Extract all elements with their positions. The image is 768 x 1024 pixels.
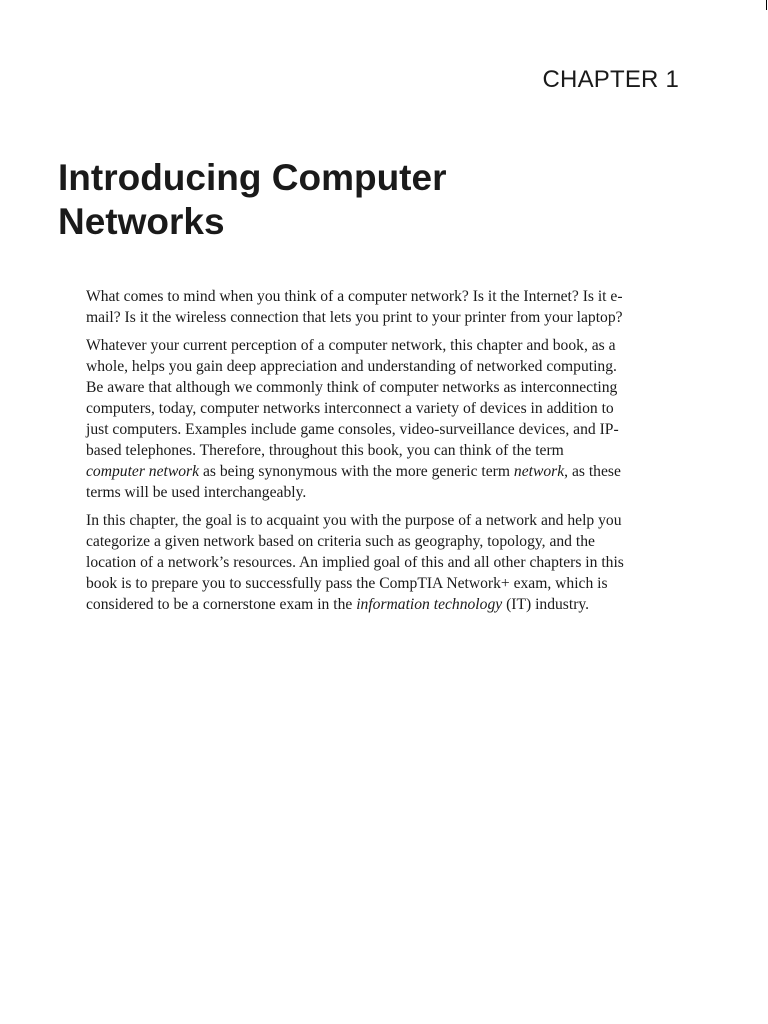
intro-paragraph-3-text-a: In this chapter, the goal is to acquaint you with the purpose of a network and help you categorize a given network based on criteria such as geography, topology, and the location of a network’s resources. An implied goal of this and all other chapters in this book is to prepare you to successfully pass the CompTIA Network+ exam, which is considered to be a cornerstone exam in the bbox=[86, 512, 624, 613]
term-information-technology: information technology bbox=[356, 596, 503, 613]
term-network: network bbox=[513, 463, 565, 480]
intro-paragraph-3 bbox=[86, 510, 626, 615]
intro-paragraph-1 bbox=[86, 286, 626, 328]
term-computer-network: computer network bbox=[86, 463, 200, 480]
chapter-intro-body bbox=[86, 286, 626, 622]
intro-paragraph-1-text: What comes to mind when you think of a computer network? Is it the Internet? Is it e-mail? Is it the wireless connection that lets you print to your printer from your laptop? bbox=[86, 288, 623, 326]
chapter-title bbox=[58, 156, 698, 244]
chapter-label: CHAPTER 1 bbox=[542, 66, 679, 93]
chapter-title-line-2: Networks bbox=[58, 201, 225, 242]
intro-paragraph-2-text-c: , as these terms will be used interchangeably. bbox=[86, 463, 621, 501]
intro-paragraph-3-text-b: (IT) industry. bbox=[502, 596, 590, 613]
intro-paragraph-2 bbox=[86, 335, 626, 503]
page-corner-mark bbox=[766, 0, 767, 10]
intro-paragraph-2-text-b: as being synonymous with the more generic term bbox=[199, 463, 514, 480]
intro-paragraph-2-text-a: Whatever your current perception of a computer network, this chapter and book, as a whole, helps you gain deep appreciation and understanding of networked computing. Be aware that although we commonly think of computer networks as interconnecting computers, today, computer networks interconnect a variety of devices in addition to just computers. Examples include game consoles, video-surveillance devices, and IP-based telephones. Therefore, throughout this book, you can think of the term bbox=[86, 337, 619, 459]
chapter-title-line-1: Introducing Computer bbox=[58, 157, 447, 198]
